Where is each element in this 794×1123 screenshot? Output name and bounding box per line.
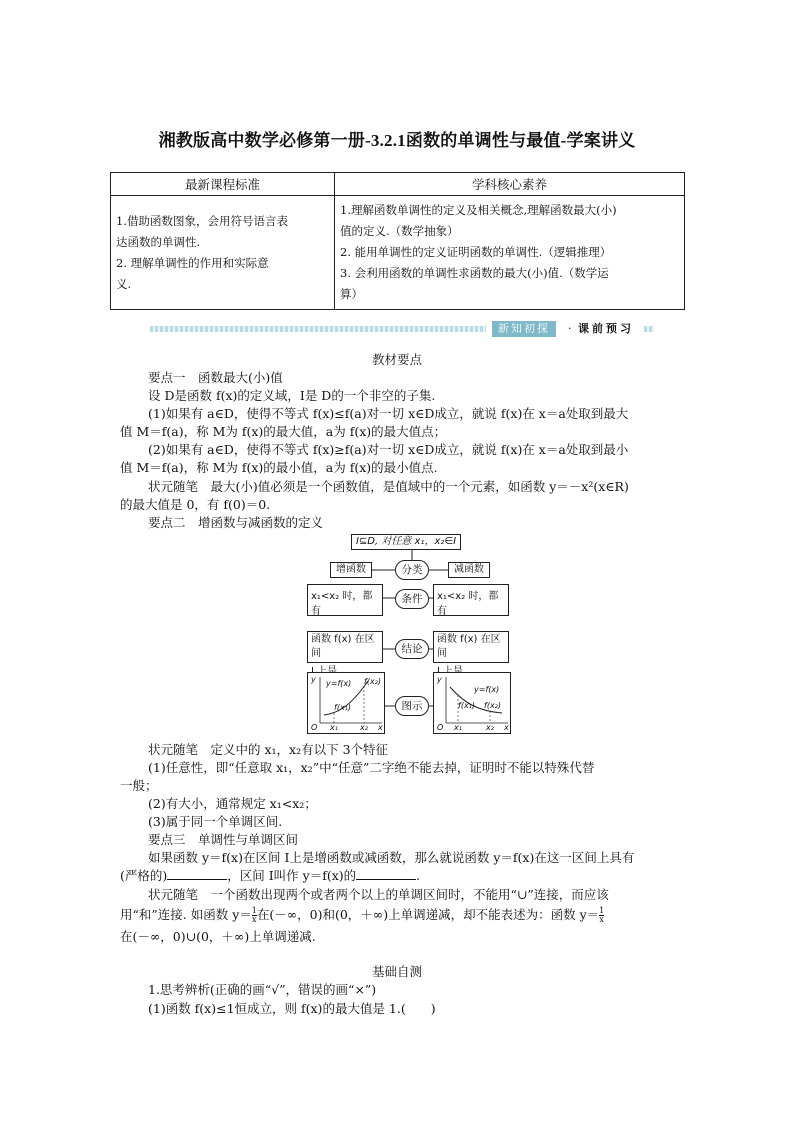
curve-label: y=f(x) [326,679,352,688]
point3-text: 用“和”连接. 如函数 y＝ [120,907,252,922]
fx2-label: f(x₂) [484,701,501,710]
fraction-1-over-x [599,907,604,924]
x1-label: x₁ [454,723,462,732]
curriculum-standards-table [110,172,685,310]
x1-label: x₁ [330,723,338,732]
axis-x-label: x [504,723,509,732]
diagram-premise-box: I⊆D, 对任意 x₁，x₂∈I [351,534,461,550]
curve-label: y=f(x) [474,685,500,694]
increasing-graph-box [307,672,385,734]
table-cell-standards [111,196,335,310]
decreasing-graph-box [433,672,511,734]
fraction-denominator: x [599,915,604,924]
point3-line: 如果函数 y＝f(x)在区间 I上是增函数或减函数，那么就说函数 y＝f(x)在这一区间上具有 [148,850,635,865]
banner-separator: · [568,322,572,335]
point2-note: (1)任意性，即“任意取 x₁，x₂”中“任意”二字绝不能去掉，证明时不能以特殊代替 [148,760,595,775]
answer-blank [356,867,416,880]
point2-note: (3)属于同一个单调区间. [148,814,283,829]
banner-stripe-left [150,326,486,332]
fx2-label: f(x₂) [364,677,381,686]
section-banner [150,320,650,338]
point1-note: 状元随笔 最大(小)值必须是一个函数值，是值域中的一个元素，如函数 y＝－x²(x∈R) [148,479,629,494]
condition-pill: 条件 [395,589,429,609]
standards-line: 达函数的单调性. [116,234,201,249]
fx1-label: f(x₁) [458,701,475,710]
table-header-standards: 最新课程标准 [111,173,335,196]
banner-stripe-right [644,326,654,332]
x2-label: x₂ [486,723,494,732]
axis-x-label: x [378,723,383,732]
axis-y-label: y [437,675,442,684]
standards-line: 2. 理解单调性的作用和实际意 [116,255,269,270]
origin-label: O [437,723,444,732]
point3-text: 在(－∞，0)和(0，＋∞)上单调递减，却不能表述为：函数 y＝ [256,907,600,922]
point3-heading: 要点三 单调性与单调区间 [148,832,299,847]
point2-note: 状元随笔 定义中的 x₁，x₂有以下 3个特征 [148,742,389,757]
banner-tag: 新知初探 [492,321,556,337]
point1-line: (1)如果有 a∈D，使得不等式 f(x)≤f(a)对一切 x∈D成立，就说 f(x)在 x＝a处取到最大 [148,406,629,421]
literacy-line: 值的定义.（数学抽象） [340,224,459,238]
fraction-denominator: x [252,915,257,924]
point2-heading: 要点二 增函数与减函数的定义 [148,515,324,530]
exercise-item: (1)函数 f(x)≤1恒成立，则 f(x)的最大值是 1.( ) [148,1001,436,1016]
conclusion-text: 函数 f(x) 在区间 [311,634,375,659]
point2-note: (2)有大小，通常规定 x₁<x₂； [148,796,317,811]
point1-line: 值 M＝f(a)，称 M为 f(x)的最大值，a为 f(x)的最大值点； [120,424,447,439]
decreasing-condition-box [433,584,509,616]
section-title-key-points: 教材要点 [371,352,422,367]
point3-text: ，区间 I叫作 y＝f(x)的 [227,868,357,883]
standards-line: 1.借助函数图象，会用符号语言表 [116,213,288,228]
page-title: 湘教版高中数学必修第一册-3.2.1函数的单调性与最值-学案讲义 [158,131,636,150]
point3-text: (严格的) [120,868,168,883]
point1-line: 值 M＝f(a)，称 M为 f(x)的最小值，a为 f(x)的最小值点. [120,460,438,475]
point2-note: 一般； [120,778,158,793]
decreasing-function-box: 减函数 [448,562,490,578]
point1-line: 设 D是函数 f(x)的定义域，I是 D的一个非空的子集. [148,388,436,403]
point1-line: (2)如果有 a∈D，使得不等式 f(x)≥f(a)对一切 x∈D成立，就说 f(x)在 x＝a处取到最小 [148,442,629,457]
increasing-condition-box [307,584,383,616]
literacy-line: 算） [340,287,363,301]
fx1-label: f(x₁) [334,703,351,712]
classify-pill: 分类 [395,560,429,580]
monotonicity-diagram [305,532,520,737]
point3-note [120,905,604,924]
banner-text: 课前预习 [578,322,634,335]
answer-blank [167,867,227,880]
literacy-line: 2. 能用单调性的定义证明函数的单调性.（逻辑推理） [340,245,612,259]
standards-line: 义. [116,276,132,291]
x2-label: x₂ [360,723,368,732]
conclusion-text: 函数 f(x) 在区间 [437,634,501,659]
point3-note: 状元随笔 一个函数出现两个或者两个以上的单调区间时，不能用“∪”连接，而应该 [148,887,609,902]
condition-text: x₁<x₂ 时，都有 [437,591,499,617]
table-header-literacy: 学科核心素养 [335,173,685,196]
increasing-conclusion-box [307,631,383,663]
exercise-instruction: 1.思考辨析(正确的画“√”，错误的画“×”) [148,982,377,997]
conclusion-pill: 结论 [395,639,429,659]
fraction-numerator: 1 [251,906,257,915]
fraction-numerator: 1 [599,906,605,915]
literacy-line: 1.理解函数单调性的定义及相关概念,理解函数最大(小) [340,203,617,217]
increasing-function-box: 增函数 [330,562,372,578]
point3-line [120,866,420,884]
origin-label: O [311,723,318,732]
decreasing-conclusion-box [433,631,509,663]
axis-y-label: y [311,675,316,684]
graph-pill: 图示 [395,696,429,716]
literacy-line: 3. 会利用函数的单调性求函数的最大(小)值.（数学运 [340,266,609,280]
point3-text: . [416,868,421,883]
point1-note: 的最大值是 0，有 f(0)＝0. [120,497,271,512]
section-title-self-test: 基础自测 [371,964,422,979]
table-cell-literacy [335,196,685,310]
condition-text: x₁<x₂ 时，都有 [311,591,373,617]
point1-heading: 要点一 函数最大(小)值 [148,370,283,385]
point3-note: 在(－∞，0)∪(0，＋∞)上单调递减. [120,929,316,944]
